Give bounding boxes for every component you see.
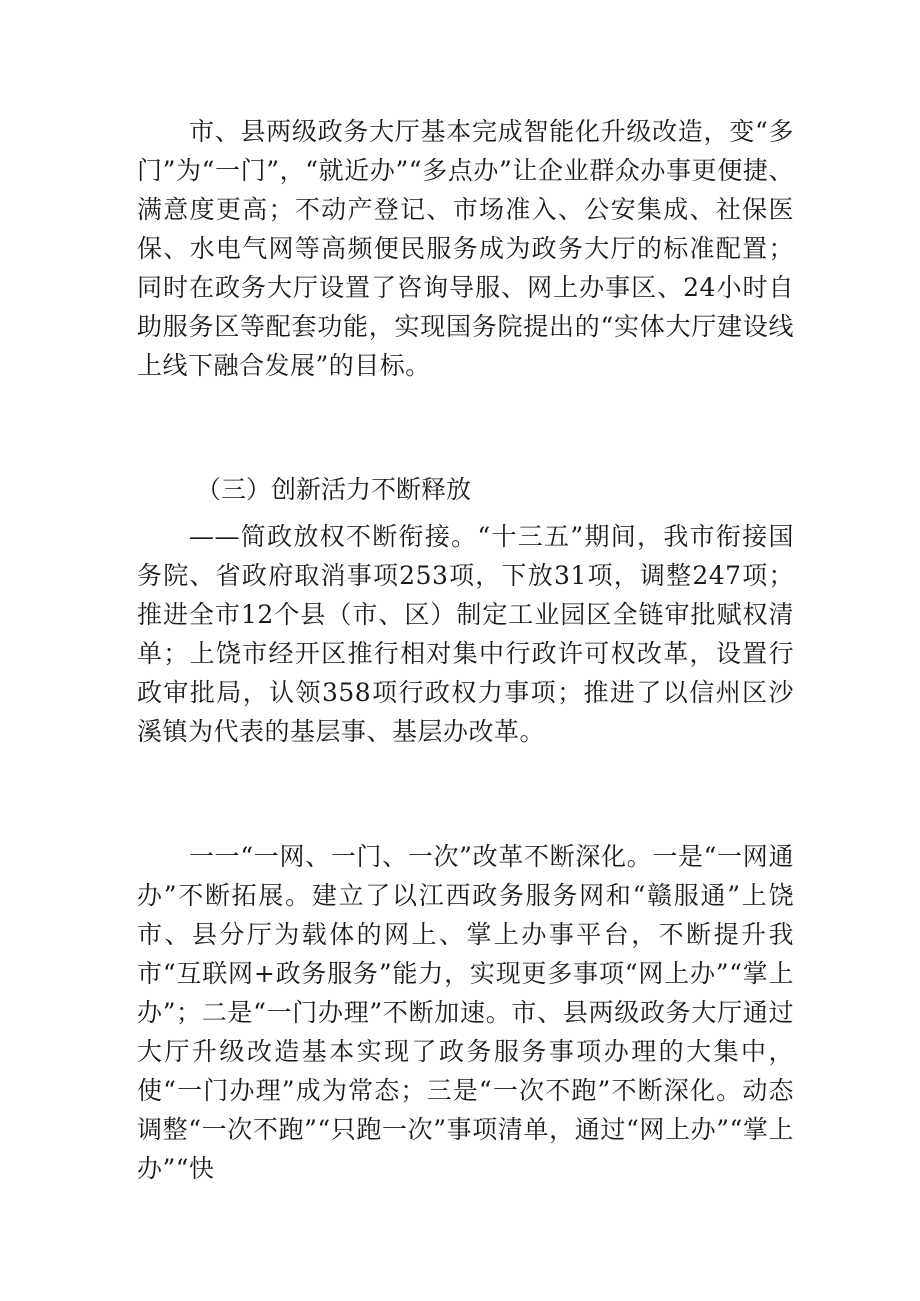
paragraph-text: 一一“一网、一门、一次”改革不断深化。一是“一网通办”不断拓展。建立了以江西政务服务网和“赣服通”上饶市、县分厅为载体的网上、掌上办事平台，不断提升我市“互联网+政务服务”能力，实现更多事项“网上办”“掌上办”；二是“一门办理”不断加速。市、县两级政务大厅通过大厅升级改造基本实现了政务服务事项办理的大集中，使“一门办理”成为常态；三是“一次不跑”不断深化。动态调整“一次不跑”“只跑一次”事项清单，通过“网上办”“掌上办”“快 — [137, 842, 794, 1183]
paragraph-text: ——简政放权不断衔接。“十三五”期间，我市衔接国务院、省政府取消事项253项，下放31项，调整247项；推进全市12个县（市、区）制定工业园区全链审批赋权清单；上饶市经开区推行相对集中行政许可权改革，设置行政审批局，认领358项行政权力事项；推进了以信州区沙溪镇为代表的基层事、基层办改革。 — [137, 522, 794, 746]
body-paragraph — [137, 112, 794, 385]
paragraph-text: 市、县两级政务大厅基本完成智能化升级改造，变“多门”为“一门”，“就近办”“多点办”让企业群众办事更便捷、满意度更高；不动产登记、市场准入、公安集成、社保医保、水电气网等高频便民服务成为政务大厅的标准配置；同时在政务大厅设置了咨询导服、网上办事区、24小时自助服务区等配套功能，实现国务院提出的“实体大厅建设线上线下融合发展”的目标。 — [137, 117, 794, 380]
body-paragraph — [137, 517, 794, 751]
section-heading: （三）创新活力不断释放 — [196, 475, 472, 504]
body-paragraph — [137, 837, 794, 1188]
